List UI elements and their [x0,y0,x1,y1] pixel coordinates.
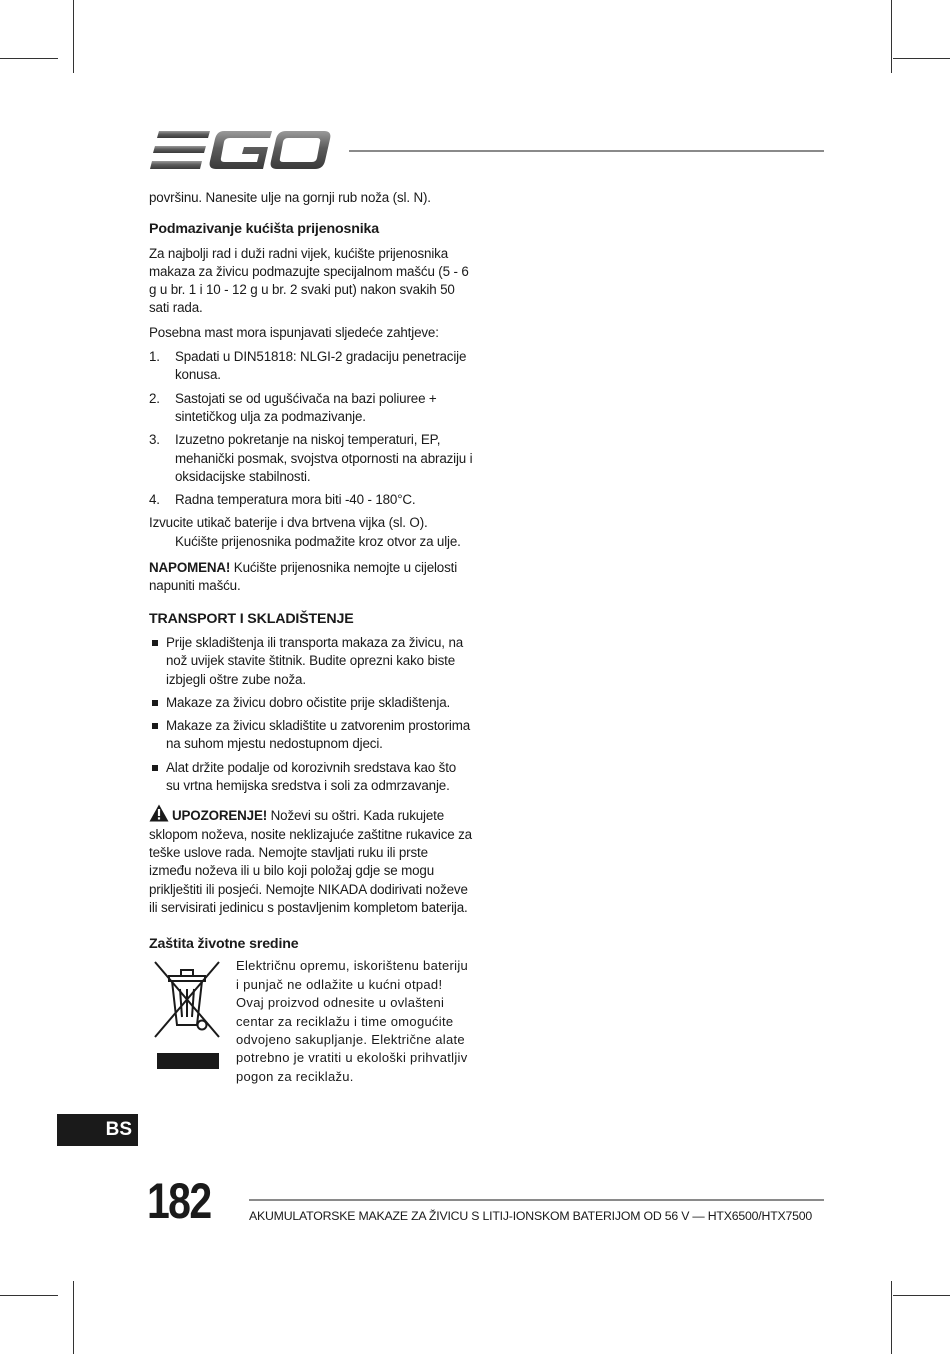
list-text: Alat držite podalje od korozivnih sredstava kao što su vrtna hemijska sredstva i soli za odmrzavanje. [166,759,457,794]
warning-text: Noževi su oštri. Kada rukujete sklopom noževa, nosite neklizajuće zaštitne rukavice za teške uslove rada. Nemojte stavljati ruku ili prste između noževa ili u bilo koji položaj gdje se mogu priklještiti ili posjeći. Nemojte NIKADA dodirivati noževe ili servisirati jedinicu s postavljenim kompletom baterija. [149,808,472,915]
warning-paragraph [149,804,473,917]
environment-heading: Zaštita životne sredine [149,936,299,953]
language-tab: BS [57,1114,138,1146]
crop-mark [893,58,950,59]
list-number: 3. [149,432,160,448]
list-text: Radna temperatura mora biti -40 - 180°C. [175,492,416,508]
list-text: Prije skladištenja ili transporta makaza za živicu, na nož uvijek stavite štitnik. Budite oprezni kako biste izbjegli oštre zube noža. [166,634,464,687]
list-item [149,491,473,509]
list-item [149,348,473,385]
list-item [149,431,473,486]
list-item [149,717,473,754]
warning-triangle-icon [149,804,169,822]
gearbox-paragraph: Za najbolji rad i duži radni vijek, kućište prijenosnika makaza za živicu podmazujte specijalnom mašću (5 - 6 g u br. 1 i 10 - 12 g u br. 2 svaki put) nakon svakih 50 sati rada. [149,245,469,316]
square-bullet-icon [152,700,158,706]
list-text: Makaze za živicu dobro očistite prije skladištenja. [166,694,451,710]
square-bullet-icon [152,723,158,729]
list-item [149,390,473,427]
list-item [149,694,473,712]
square-bullet-icon [152,640,158,646]
page-number: 182 [147,1173,211,1229]
list-text: Sastojati se od ugušćivača na bazi poliuree + sintetičkog ulja za podmazivanje. [175,390,437,424]
warning-label: UPOZORENJE! [172,808,268,824]
footer-rule [249,1199,824,1201]
list-item [149,634,473,689]
crop-mark [893,1295,950,1296]
environment-text: Električnu opremu, iskorištenu bateriju i punjač ne odlažite u kućni otpad! Ovaj proizvod odnesite u ovlašteni centar za reciklažu i time omogućite odvojeno sakupljanje. Električne alate potrebno je vratiti u ekološki prihvatljiv pogon za reciklažu. [236,958,469,1084]
crop-mark [73,1281,74,1354]
list-text: Makaze za živicu skladištite u zatvorenim prostorima na suhom mjestu nedostupnom djeci. [166,718,471,752]
transport-heading: TRANSPORT I SKLADIŠTENJE [149,610,354,627]
crop-mark [0,58,58,59]
crop-mark [0,1295,58,1296]
crop-mark [891,1281,892,1354]
transport-list [149,634,473,795]
requirements-list [149,348,473,509]
ego-logo [150,128,332,172]
requirements-intro: Posebna mast mora ispunjavati sljedeće zahtjeve: [149,324,439,340]
list-number: 4. [149,492,160,508]
oil-hole-paragraph: Izvucite utikač baterije i dva brtvena vijka (sl. O). Kućište prijenosnika podmažite kroz otvor za ulje. [149,515,461,549]
main-column [149,189,473,1084]
intro-paragraph: površinu. Nanesite ulje na gornji rub noža (sl. N). [149,190,431,205]
list-number: 1. [149,349,160,365]
header-rule [349,150,824,152]
note-text: Kućište prijenosnika nemojte u cijelosti napuniti mašću. [149,560,458,594]
footer-title: AKUMULATORSKE MAKAZE ZA ŽIVICU S LITIJ-IONSKOM BATERIJOM OD 56 V — HTX6500/HTX7500 [249,1209,813,1223]
list-item [149,759,473,796]
list-text: Izuzetno pokretanje na niskoj temperaturi, EP, mehanički posmak, svojstva otpornosti na abraziju i oksidacijske stabilnosti. [175,432,473,484]
note-paragraph [149,559,473,596]
square-bullet-icon [152,765,158,771]
crop-mark [73,0,74,73]
environment-block [149,958,473,1084]
gearbox-heading: Podmazivanje kućišta prijenosnika [149,221,380,238]
crop-mark [891,0,892,73]
crossed-out-bin-icon [151,959,227,1071]
note-label: NAPOMENA! [149,560,231,576]
list-number: 2. [149,390,160,406]
list-text: Spadati u DIN51818: NLGI-2 gradaciju penetracije konusa. [175,349,467,383]
